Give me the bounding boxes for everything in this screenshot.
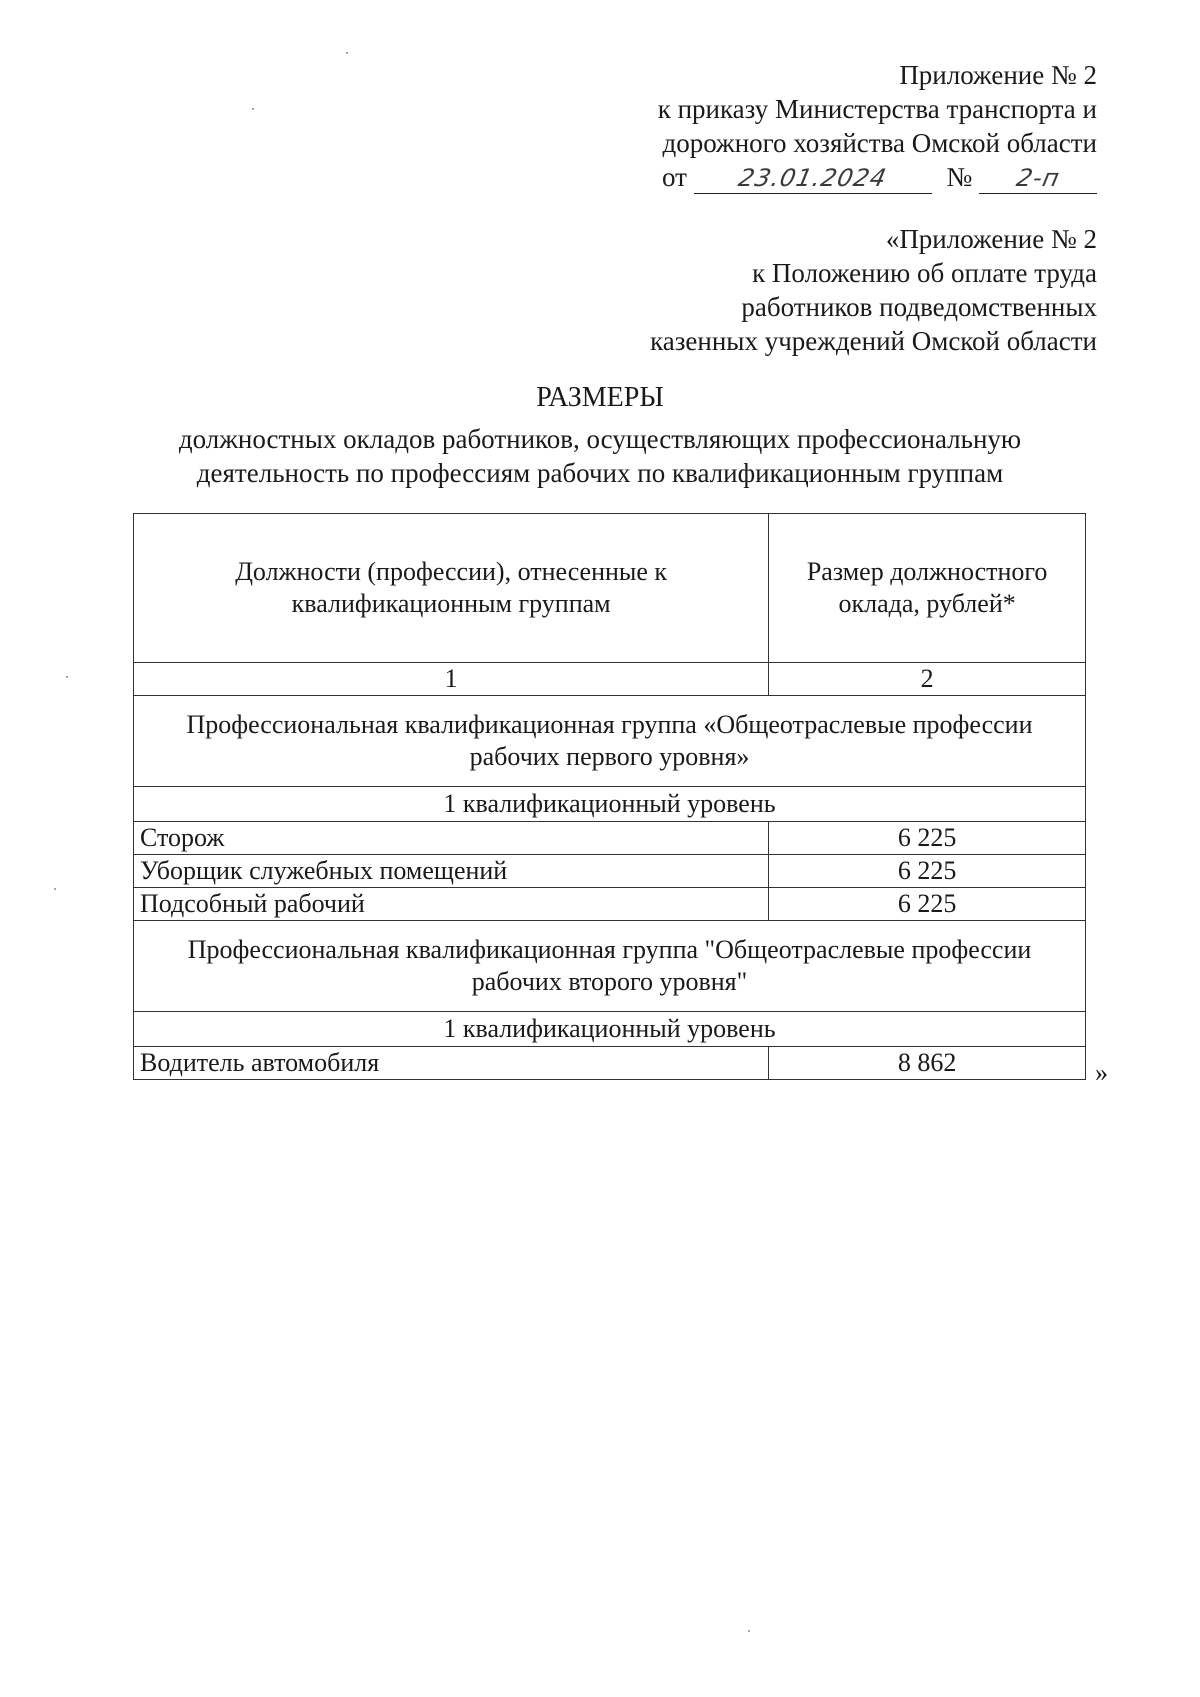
regulation-line-regulation: к Положению об оплате труда bbox=[752, 258, 1097, 288]
order-reference-block bbox=[658, 58, 1097, 194]
scan-speck bbox=[66, 676, 68, 678]
column-index-row bbox=[134, 663, 1086, 696]
scan-speck bbox=[748, 1630, 750, 1632]
position-cell: Уборщик служебных помещений bbox=[134, 855, 769, 888]
group-title-line-1: Профессиональная квалификационная группа "Общеотраслевые профессии bbox=[187, 935, 1032, 964]
group-title-cell bbox=[134, 696, 1086, 787]
regulation-line-workers: работников подведомственных bbox=[741, 292, 1097, 322]
column-index-2: 2 bbox=[769, 663, 1086, 696]
scan-speck bbox=[346, 52, 348, 54]
position-cell: Водитель автомобиля bbox=[134, 1047, 769, 1080]
header-cell-positions bbox=[134, 514, 769, 663]
document-title: РАЗМЕРЫ bbox=[536, 382, 664, 413]
group-title-line-2: рабочих первого уровня» bbox=[469, 742, 750, 771]
scan-speck bbox=[54, 888, 56, 890]
qualification-level-cell: 1 квалификационный уровень bbox=[134, 1012, 1086, 1047]
order-date-number-line bbox=[658, 160, 1097, 194]
subtitle-line-2: деятельность по профессиям рабочих по квалификационным группам bbox=[196, 458, 1004, 488]
order-line-region: дорожного хозяйства Омской области bbox=[662, 128, 1097, 158]
group-title-line-1: Профессиональная квалификационная группа «Общеотраслевые профессии bbox=[186, 710, 1033, 739]
qualification-level-row bbox=[134, 787, 1086, 822]
regulation-line-institutions: казенных учреждений Омской области bbox=[650, 326, 1097, 356]
group-title-row bbox=[134, 921, 1086, 1012]
table-row bbox=[134, 855, 1086, 888]
order-date-field bbox=[694, 162, 932, 194]
header-salary-line-2: оклада, рублей* bbox=[838, 589, 1016, 618]
scan-speck bbox=[252, 108, 254, 110]
order-date-handwritten: 23.01.2024 bbox=[736, 164, 890, 192]
header-salary-line-1: Размер должностного bbox=[806, 557, 1048, 586]
order-number-handwritten: 2-п bbox=[1013, 164, 1063, 192]
regulation-line-appendix: «Приложение № 2 bbox=[885, 224, 1097, 254]
number-prefix: № bbox=[946, 162, 973, 192]
closing-quote-mark: » bbox=[1095, 1058, 1108, 1087]
qualification-level-row bbox=[134, 1012, 1086, 1047]
header-cell-salary bbox=[769, 514, 1086, 663]
salary-cell: 6 225 bbox=[769, 888, 1086, 921]
column-index-1: 1 bbox=[134, 663, 769, 696]
regulation-reference-block bbox=[650, 222, 1097, 358]
date-prefix: от bbox=[662, 162, 687, 192]
header-positions-line-1: Должности (профессии), отнесенные к bbox=[235, 557, 668, 586]
subtitle-line-1: должностных окладов работников, осуществляющих профессиональную bbox=[178, 424, 1022, 454]
header-positions-line-2: квалификационным группам bbox=[291, 589, 611, 618]
table-row bbox=[134, 888, 1086, 921]
group-title-row bbox=[134, 696, 1086, 787]
salary-cell: 6 225 bbox=[769, 855, 1086, 888]
order-number-field bbox=[979, 162, 1097, 194]
document-title-block bbox=[0, 380, 1200, 490]
salary-cell: 6 225 bbox=[769, 822, 1086, 855]
table-header-row bbox=[134, 514, 1086, 663]
position-cell: Подсобный рабочий bbox=[134, 888, 769, 921]
salary-cell: 8 862 bbox=[769, 1047, 1086, 1080]
order-line-appendix: Приложение № 2 bbox=[899, 60, 1097, 90]
order-line-ministry: к приказу Министерства транспорта и bbox=[657, 94, 1097, 124]
salary-rates-table bbox=[133, 513, 1086, 1080]
position-cell: Сторож bbox=[134, 822, 769, 855]
table-row bbox=[134, 822, 1086, 855]
group-title-line-2: рабочих второго уровня" bbox=[471, 967, 748, 996]
document-subtitle bbox=[0, 422, 1200, 490]
group-title-cell bbox=[134, 921, 1086, 1012]
qualification-level-cell: 1 квалификационный уровень bbox=[134, 787, 1086, 822]
table-row bbox=[134, 1047, 1086, 1080]
